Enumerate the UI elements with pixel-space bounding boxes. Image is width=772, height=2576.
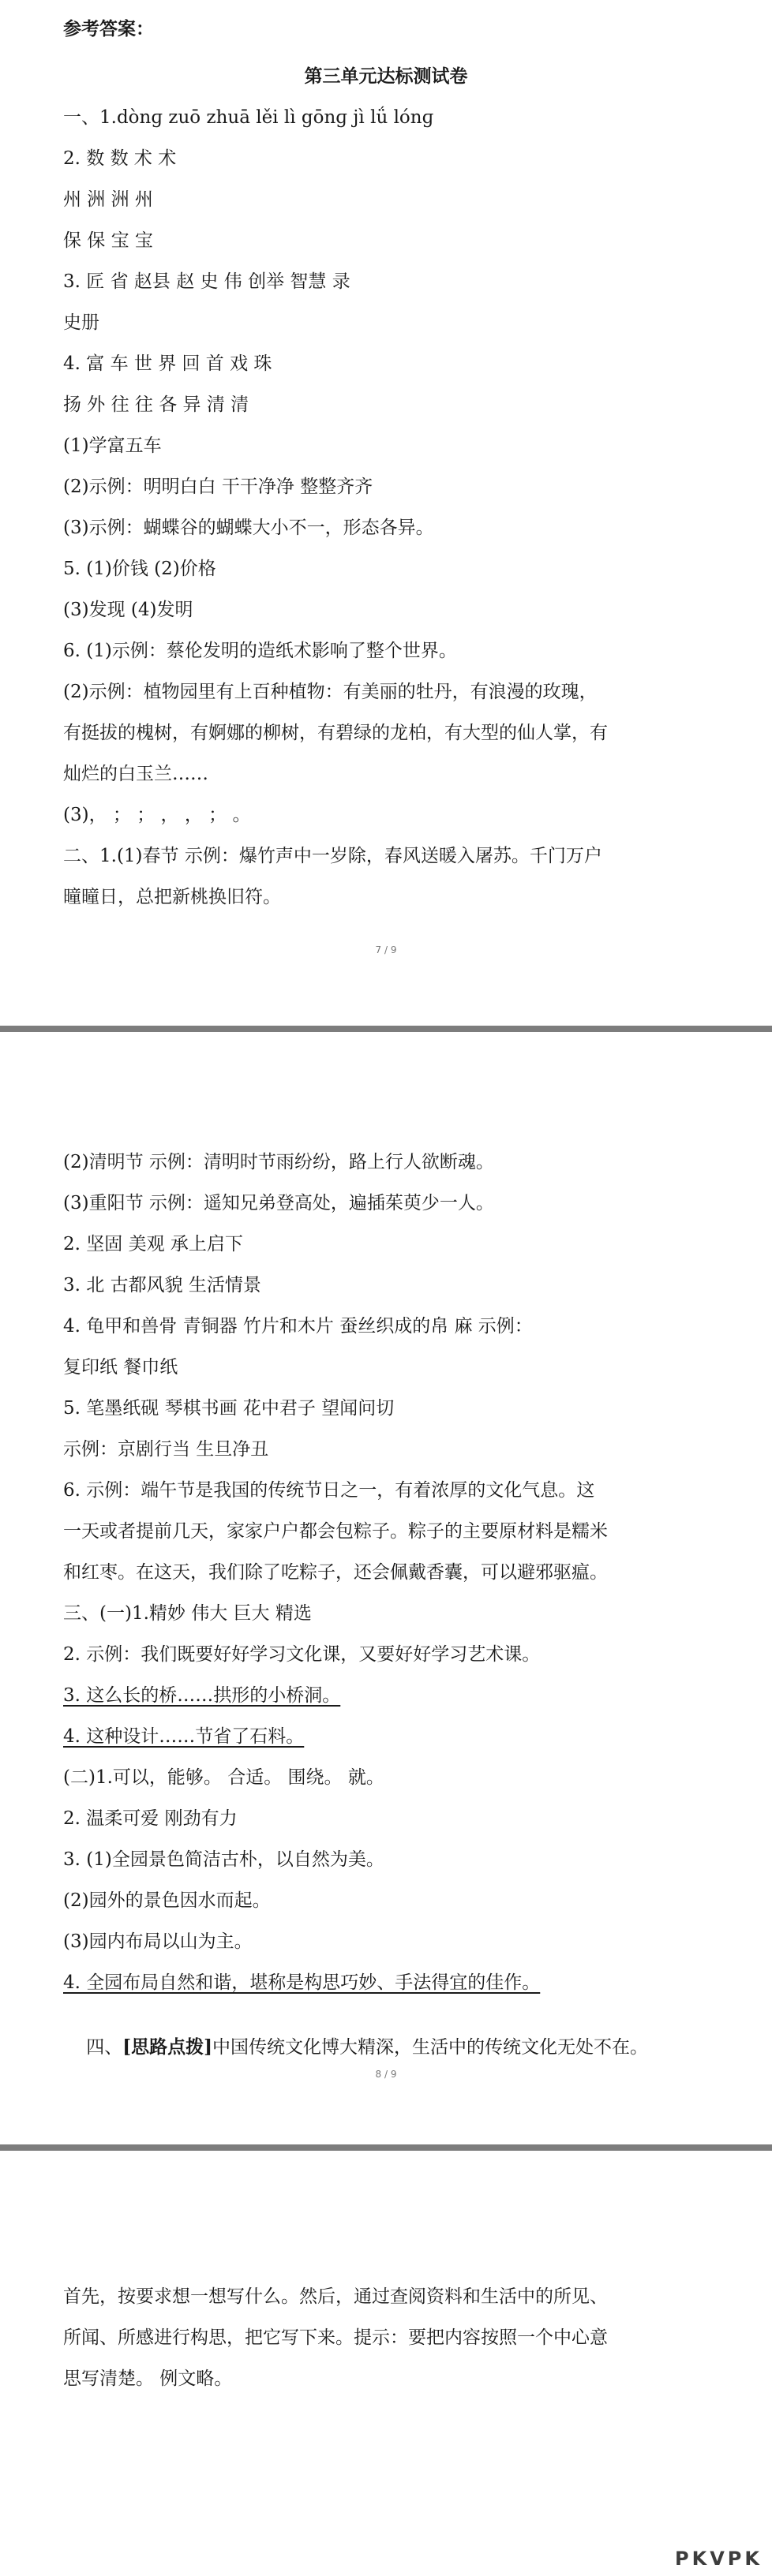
text-line: (1)学富五车 xyxy=(63,436,162,456)
text-line: (2)示例：明明白白 干干净净 整整齐齐 xyxy=(63,477,373,497)
text-line: 示例：京剧行当 生旦净丑 xyxy=(63,1439,269,1460)
page-number: 7 / 9 xyxy=(375,944,397,955)
text-line: (3)示例：蝴蝶谷的蝴蝶大小不一，形态各异。 xyxy=(63,518,434,538)
text-line: (2)示例：植物园里有上百种植物：有美丽的牡丹，有浪漫的玫瑰， xyxy=(63,682,598,702)
underlined-answer: 4. 这种设计……节省了石料。 xyxy=(63,1726,305,1747)
underlined-answer: 3. 这么长的桥……拱形的小桥洞。 xyxy=(63,1685,341,1706)
text-line: 6. (1)示例：蔡伦发明的造纸术影响了整个世界。 xyxy=(63,641,457,661)
document-page-2 xyxy=(0,1032,772,2144)
page-divider xyxy=(0,2144,772,2151)
text-line: 曈曈日，总把新桃换旧符。 xyxy=(63,887,281,907)
text-line: 有挺拔的槐树，有婀娜的柳树，有碧绿的龙柏，有大型的仙人掌，有 xyxy=(63,723,608,743)
text-line: 思写清楚。 例文略。 xyxy=(63,2368,233,2389)
text-line: (3)重阳节 示例：遥知兄弟登高处，遍插茱萸少一人。 xyxy=(63,1193,494,1213)
text-line: 灿烂的白玉兰…… xyxy=(63,764,208,784)
text-line: (2)清明节 示例：清明时节雨纷纷，路上行人欲断魂。 xyxy=(63,1152,494,1172)
text-line: 史册 xyxy=(63,312,99,333)
text-line: 首先，按要求想一想写什么。然后，通过查阅资料和生活中的所见、 xyxy=(63,2286,608,2307)
text-line: 4. 龟甲和兽骨 青铜器 竹片和木片 蚕丝织成的帛 麻 示例： xyxy=(63,1316,533,1337)
text-line: 3. 匠 省 赵县 赵 史 伟 创举 智慧 录 xyxy=(63,271,350,292)
text-line: 2. 数 数 术 术 xyxy=(63,148,177,169)
text-line: 5. 笔墨纸砚 琴棋书画 花中君子 望闻问切 xyxy=(63,1398,395,1419)
page-number: 8 / 9 xyxy=(375,2069,397,2080)
text-line: 州 洲 洲 州 xyxy=(63,189,153,210)
text-line: 一、1.dònɡ zuō zhuā lěi lì gōnɡ jì lǘ lónɡ xyxy=(63,107,434,128)
text-line: 三、(一)1.精妙 伟大 巨大 精选 xyxy=(63,1603,312,1624)
text-line: (3)园内布局以山为主。 xyxy=(63,1931,253,1952)
text-line: 复印纸 餐巾纸 xyxy=(63,1357,178,1378)
text-line: 4. 富 车 世 界 回 首 戏 珠 xyxy=(63,353,272,374)
document-page-1 xyxy=(0,0,772,1026)
text-line: 一天或者提前几天，家家户户都会包粽子。粽子的主要原材料是糯米 xyxy=(63,1521,608,1542)
text-line: 二、1.(1)春节 示例：爆竹声中一岁除，春风送暖入屠苏。千门万户 xyxy=(63,846,602,866)
text-line: 5. (1)价钱 (2)价格 xyxy=(63,559,216,579)
document-page-3 xyxy=(0,2151,772,2576)
text-line: 3. (1)全园景色简洁古朴，以自然为美。 xyxy=(63,1849,384,1870)
page-title: 第三单元达标测试卷 xyxy=(304,65,468,87)
text-line: 所闻、所感进行构思，把它写下来。提示：要把内容按照一个中心意 xyxy=(63,2327,608,2348)
underlined-answer: 4. 全园布局自然和谐，堪称是构思巧妙、手法得宜的佳作。 xyxy=(63,1972,541,1993)
watermark-logo: PKVPK xyxy=(675,2548,763,2570)
text-line: 2. 温柔可爱 刚劲有力 xyxy=(63,1808,238,1829)
text-line: 和红枣。在这天，我们除了吃粽子，还会佩戴香囊，可以避邪驱瘟。 xyxy=(63,1562,608,1583)
hint-text: 中国传统文化博大精深，生活中的传统文化无处不在。 xyxy=(212,2037,649,2058)
text-line: 保 保 宝 宝 xyxy=(63,230,153,251)
text-line: 2. 坚固 美观 承上启下 xyxy=(63,1234,243,1254)
text-line: (3)发现 (4)发明 xyxy=(63,600,193,620)
text-line: (3)， ； ； ， ， ； 。 xyxy=(63,805,251,825)
text-line: (2)园外的景色因水而起。 xyxy=(63,1890,271,1911)
answer-header: 参考答案： xyxy=(63,18,154,39)
text-line: (二)1.可以，能够。 合适。 围绕。 就。 xyxy=(63,1767,384,1788)
section-prefix: 四、 xyxy=(86,2037,123,2058)
text-line: 3. 北 古都风貌 生活情景 xyxy=(63,1275,261,1295)
hint-label: [思路点拨] xyxy=(122,2036,213,2058)
text-line: 扬 外 往 往 各 异 清 清 xyxy=(63,394,249,415)
text-line: 2. 示例：我们既要好好学习文化课，又要好好学习艺术课。 xyxy=(63,1644,541,1665)
text-line: 6. 示例：端午节是我国的传统节日之一，有着浓厚的文化气息。这 xyxy=(63,1480,595,1501)
page-divider xyxy=(0,1026,772,1032)
